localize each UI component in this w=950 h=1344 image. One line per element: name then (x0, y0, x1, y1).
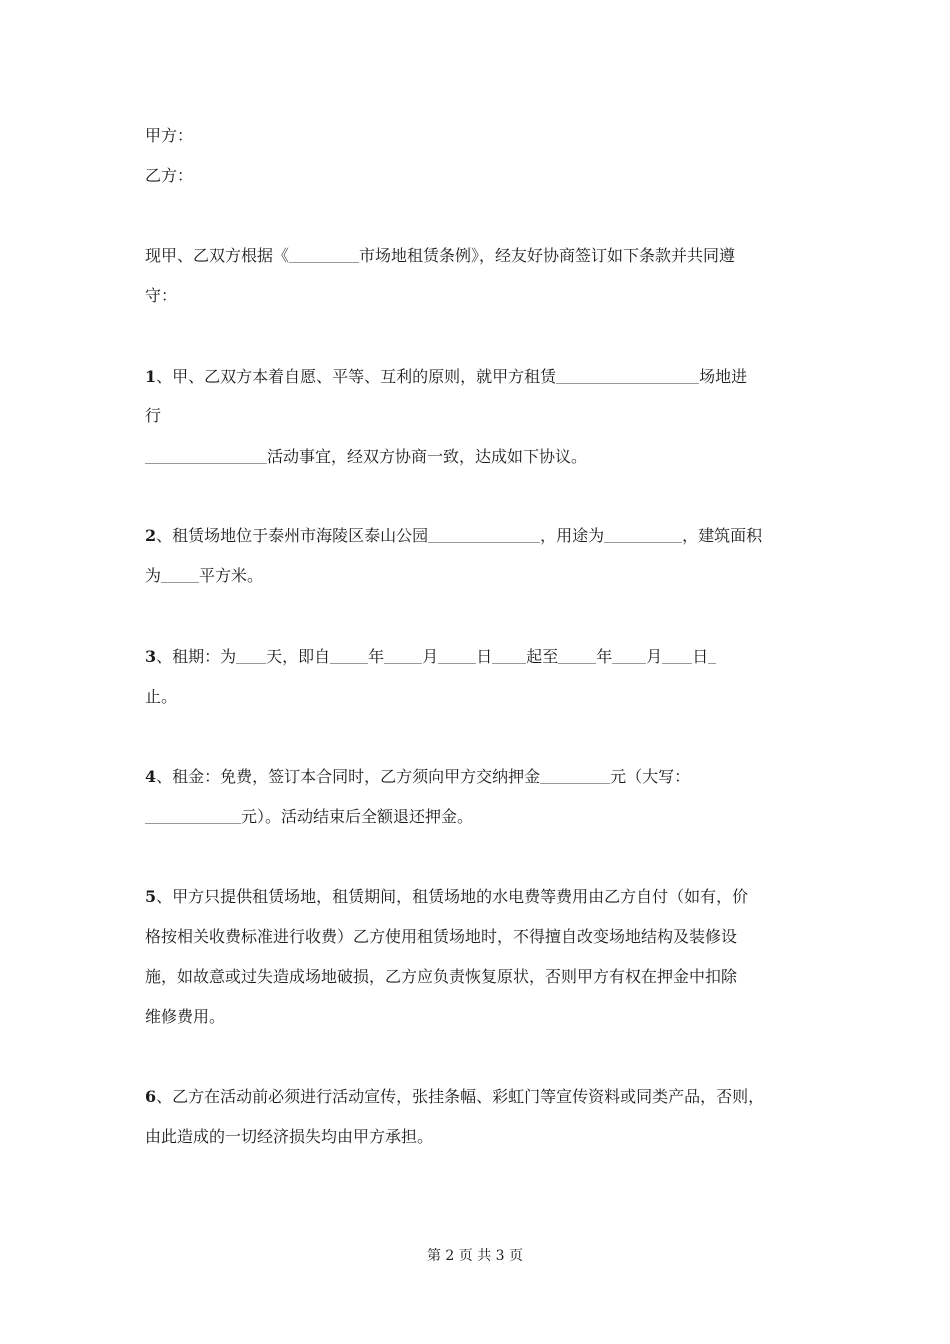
clause-4-text-b: 元（大写： (610, 767, 691, 786)
clause-2-text-b: ，用途为 (540, 526, 605, 545)
footer-page-label: 第 (426, 1248, 441, 1264)
clause-3-line-1 (145, 646, 716, 668)
end-day-blank (662, 647, 692, 664)
clause-3-text-d: 月 (422, 647, 439, 666)
intro-line-2 (145, 285, 177, 307)
clause-2-text-c: ，建筑面积 (682, 526, 763, 545)
clause-6-text-a: 、乙方在活动前必须进行活动宣传，张挂条幅、彩虹门等宣传资料或同类产品，否则， (156, 1087, 765, 1106)
start-year-blank (330, 647, 368, 664)
footer-total-unit: 页 (509, 1248, 524, 1264)
footer-page-unit: 页 (458, 1248, 473, 1264)
page-footer (0, 1246, 950, 1266)
clause-4-number: 4 (145, 767, 157, 786)
clause-3-text-c: 年 (368, 647, 385, 666)
clause-6-line-2 (145, 1126, 433, 1148)
party-a-line (145, 125, 193, 147)
intro-text-a: 现甲、乙双方根据《 (145, 246, 290, 265)
clause-5-line-4 (145, 1006, 225, 1028)
clause-2-text-d: 为 (145, 566, 162, 585)
end-month-blank (612, 647, 646, 664)
regulation-name-blank (289, 246, 359, 263)
clause-2-line-1 (145, 525, 762, 547)
clause-5-line-2 (145, 926, 737, 948)
clause-5-number: 5 (145, 887, 157, 906)
intro-line-1 (145, 245, 735, 267)
clause-4-line-2 (145, 806, 473, 828)
clause-1-text-c: 行 (145, 406, 162, 425)
clause-3-text-a: 、租期：为 (156, 647, 237, 666)
clause-3-text-f: 起至 (526, 647, 559, 666)
footer-total-label: 共 (477, 1248, 492, 1264)
trailing-blank (708, 647, 716, 664)
location-blank (428, 526, 540, 543)
clause-6-text-b: 由此造成的一切经济损失均由甲方承担。 (145, 1127, 434, 1146)
area-blank (161, 566, 199, 583)
clause-4-text-c: 元）。活动结束后全额退还押金。 (241, 807, 474, 826)
clause-2-line-2 (145, 565, 263, 587)
clause-3-text-e: 日 (476, 647, 493, 666)
start-day-blank (438, 647, 476, 664)
clause-4-text-a: 、租金：免费，签订本合同时，乙方须向甲方交纳押金 (156, 767, 541, 786)
clause-5-text-b: 格按相关收费标准进行收费）乙方使用租赁场地时，不得擅自改变场地结构及装修设 (145, 927, 738, 946)
clause-3-text-g: 年 (596, 647, 613, 666)
deposit-amount-blank (540, 767, 610, 784)
purpose-blank (604, 526, 682, 543)
party-b-line (145, 165, 193, 187)
clause-3-number: 3 (145, 647, 157, 666)
intro-text-b: 市场地租赁条例》，经友好协商签订如下条款并共同遵 (359, 246, 736, 265)
start-month-blank (384, 647, 422, 664)
deposit-capital-blank (145, 807, 241, 824)
clause-6-number: 6 (145, 1087, 157, 1106)
clause-5-text-a: 、甲方只提供租赁场地，租赁期间，租赁场地的水电费等费用由乙方自付（如有，价 (156, 887, 749, 906)
clause-5-line-3 (145, 966, 737, 988)
clause-3-text-j: 止。 (145, 687, 178, 706)
party-b-label: 乙方： (145, 166, 194, 185)
clause-1-number: 1 (145, 367, 157, 386)
clause-1-text-a: 、甲、乙双方本着自愿、平等、互利的原则，就甲方租赁 (156, 367, 557, 386)
clause-2-number: 2 (145, 526, 157, 545)
activity-blank (145, 447, 267, 464)
days-blank (236, 647, 266, 664)
clause-1-line-2 (145, 405, 161, 427)
clause-2-text-e: 平方米。 (199, 566, 264, 585)
intro-text-c: 守： (145, 286, 178, 305)
clause-5-text-d: 维修费用。 (145, 1007, 226, 1026)
clause-3-text-i: 日 (692, 647, 709, 666)
clause-5-text-c: 施，如故意或过失造成场地破损，乙方应负责恢复原状，否则甲方有权在押金中扣除 (145, 967, 738, 986)
clause-3-line-2 (145, 686, 177, 708)
venue-blank (556, 367, 699, 384)
footer-total-number: 3 (495, 1248, 505, 1264)
clause-1-line-1 (145, 366, 747, 388)
clause-4-line-1 (145, 766, 690, 788)
end-year-blank (558, 647, 596, 664)
clause-1-line-3 (145, 446, 587, 468)
clause-1-text-b: 场地进 (699, 367, 748, 386)
clause-3-text-h: 月 (646, 647, 663, 666)
clause-2-text-a: 、租赁场地位于泰州市海陵区泰山公园 (156, 526, 429, 545)
start-gap-blank (492, 647, 526, 664)
footer-page-number: 2 (445, 1248, 455, 1264)
clause-6-line-1 (145, 1086, 764, 1108)
clause-1-text-d: 活动事宜，经双方协商一致，达成如下协议。 (267, 447, 588, 466)
clause-5-line-1 (145, 886, 748, 908)
party-a-label: 甲方： (145, 126, 194, 145)
clause-3-text-b: 天，即自 (266, 647, 331, 666)
